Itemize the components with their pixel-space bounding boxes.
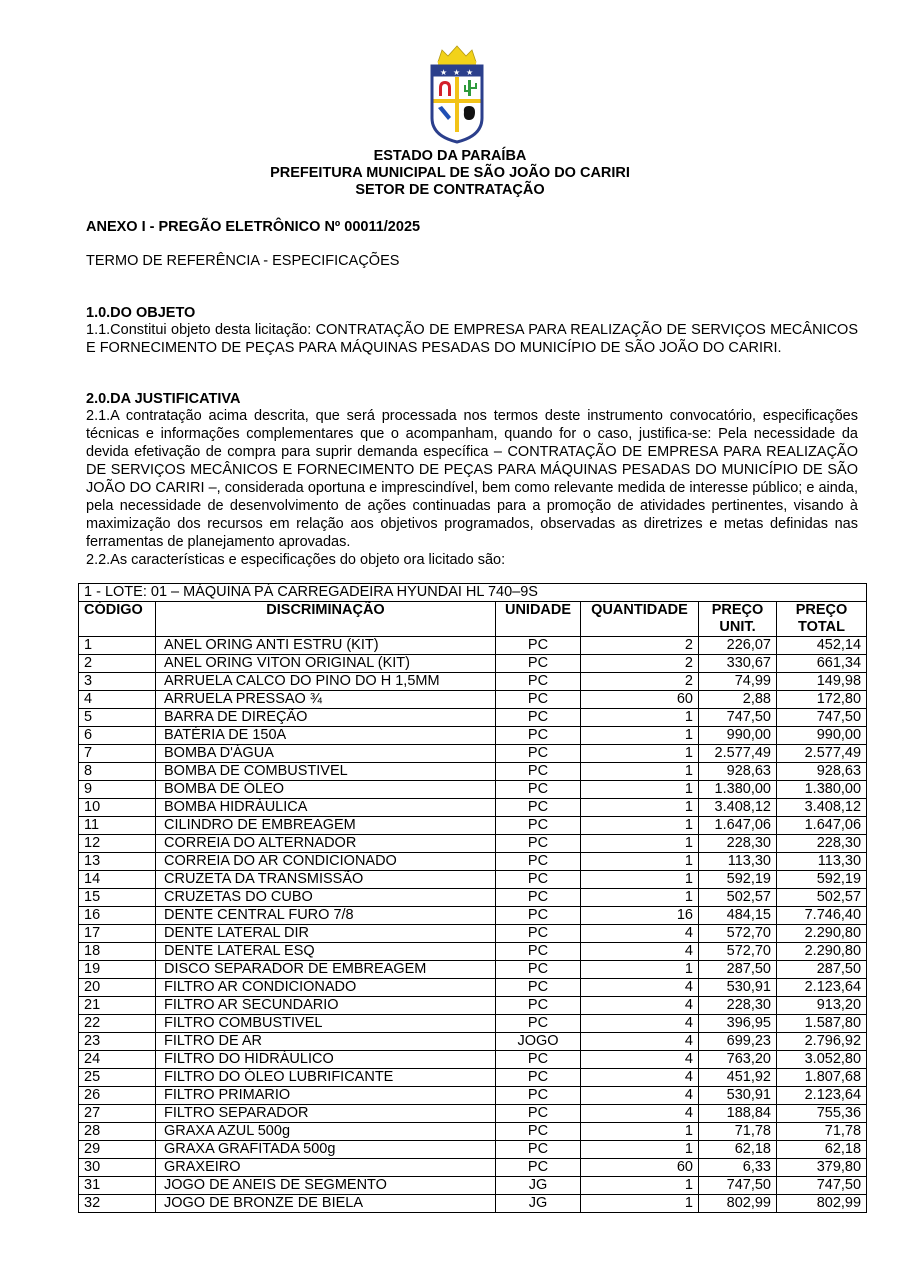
item-total-price: 2.577,49 xyxy=(777,745,867,763)
item-quantity: 2 xyxy=(581,673,699,691)
item-code: 26 xyxy=(79,1087,156,1105)
table-row xyxy=(79,979,867,997)
section-object-text: 1.1.Constitui objeto desta licitação: CONTRATAÇÃO DE EMPRESA PARA REALIZAÇÃO DE SERVIÇOS MECÂNICOS E FORNECIMENTO DE PEÇAS PARA MÁQUINAS PESADAS DO MUNICÍPIO DE SÃO JOÃO DO CARIRI. xyxy=(86,322,858,356)
item-unit-price: 3.408,12 xyxy=(699,799,777,817)
item-total-price: 7.746,40 xyxy=(777,907,867,925)
table-row xyxy=(79,1069,867,1087)
item-unit: PC xyxy=(496,1015,581,1033)
item-total-price: 747,50 xyxy=(777,1177,867,1195)
item-quantity: 4 xyxy=(581,1015,699,1033)
item-unit-price: 113,30 xyxy=(699,853,777,871)
justification-paragraph: 2.1.A contratação acima descrita, que será processada nos termos deste instrumento convocatório, especificações técnicas e informações complementares que o acompanham, quando for o caso, justifica-se: Pela necessidade da devida efetivação de compra para suprir demanda específica – CONTRATAÇÃO DE EMPRESA PARA REALIZAÇÃO DE SERVIÇOS MECÂNICOS E FORNECIMENTO DE PEÇAS PARA MÁQUINAS PESADAS DO MUNICÍPIO DE SÃO JOÃO DO CARIRI –, considerada oportuna e imprescindível, bem como relevante medida de interesse público; e ainda, pela necessidade de desenvolvimento de ações continuadas para a promoção de atividades pertinentes, visando à maximização dos recursos em relação aos objetivos programados, observadas as diretrizes e metas definidas nas ferramentas de planejamento aprovadas. xyxy=(86,408,858,550)
item-unit-price: 287,50 xyxy=(699,961,777,979)
item-quantity: 4 xyxy=(581,943,699,961)
item-total-price: 3.408,12 xyxy=(777,799,867,817)
item-unit: PC xyxy=(496,907,581,925)
item-quantity: 4 xyxy=(581,1105,699,1123)
item-description: FILTRO DO ÓLEO LUBRIFICANTE xyxy=(156,1069,496,1087)
item-description: BATÉRIA DE 150A xyxy=(156,727,496,745)
item-unit: PC xyxy=(496,709,581,727)
table-row xyxy=(79,1141,867,1159)
item-quantity: 1 xyxy=(581,817,699,835)
item-description: BOMBA D'ÁGUA xyxy=(156,745,496,763)
item-quantity: 60 xyxy=(581,691,699,709)
table-row xyxy=(79,1123,867,1141)
item-unit-price: 502,57 xyxy=(699,889,777,907)
item-total-price: 287,50 xyxy=(777,961,867,979)
item-unit: PC xyxy=(496,745,581,763)
item-unit: PC xyxy=(496,997,581,1015)
item-total-price: 1.587,80 xyxy=(777,1015,867,1033)
col-header-total-price xyxy=(777,602,867,637)
item-quantity: 1 xyxy=(581,853,699,871)
item-unit: PC xyxy=(496,655,581,673)
section-justification-text xyxy=(86,407,858,569)
unit-price-label-line1: PREÇO xyxy=(711,602,764,618)
item-description: CORREIA DO ALTERNADOR xyxy=(156,835,496,853)
item-code: 10 xyxy=(79,799,156,817)
table-row xyxy=(79,655,867,673)
table-row xyxy=(79,997,867,1015)
table-row xyxy=(79,1051,867,1069)
table-row xyxy=(79,1105,867,1123)
item-total-price: 228,30 xyxy=(777,835,867,853)
item-code: 11 xyxy=(79,817,156,835)
item-unit: PC xyxy=(496,1141,581,1159)
item-total-price: 452,14 xyxy=(777,637,867,655)
item-unit: PC xyxy=(496,799,581,817)
lot-title-row xyxy=(79,584,867,602)
item-description: FILTRO SEPARADOR xyxy=(156,1105,496,1123)
item-description: ARRUELA CALCO DO PINO DO H 1,5MM xyxy=(156,673,496,691)
annex-title: ANEXO I - PREGÃO ELETRÔNICO Nº 00011/2025 xyxy=(86,219,421,235)
item-unit: JG xyxy=(496,1177,581,1195)
item-unit: PC xyxy=(496,835,581,853)
item-total-price: 747,50 xyxy=(777,709,867,727)
header-city-hall: PREFEITURA MUNICIPAL DE SÃO JOÃO DO CARIRI xyxy=(270,165,630,181)
item-code: 8 xyxy=(79,763,156,781)
table-row xyxy=(79,1087,867,1105)
item-code: 5 xyxy=(79,709,156,727)
item-code: 14 xyxy=(79,871,156,889)
item-code: 24 xyxy=(79,1051,156,1069)
item-description: GRAXA GRAFITADA 500g xyxy=(156,1141,496,1159)
item-unit: PC xyxy=(496,673,581,691)
item-quantity: 1 xyxy=(581,871,699,889)
item-description: FILTRO COMBUSTIVEL xyxy=(156,1015,496,1033)
item-unit: PC xyxy=(496,1105,581,1123)
table-row xyxy=(79,961,867,979)
item-description: BOMBA HIDRÁULICA xyxy=(156,799,496,817)
section-object-heading: 1.0.DO OBJETO xyxy=(86,305,196,321)
item-description: FILTRO AR SECUNDARIO xyxy=(156,997,496,1015)
table-row xyxy=(79,781,867,799)
item-unit: PC xyxy=(496,727,581,745)
item-unit-price: 763,20 xyxy=(699,1051,777,1069)
section-justification-heading: 2.0.DA JUSTIFICATIVA xyxy=(86,391,241,407)
col-header-unit: UNIDADE xyxy=(496,602,581,637)
item-unit: JG xyxy=(496,1195,581,1213)
item-unit-price: 330,67 xyxy=(699,655,777,673)
item-unit: PC xyxy=(496,1159,581,1177)
item-unit-price: 484,15 xyxy=(699,907,777,925)
item-unit: PC xyxy=(496,943,581,961)
table-row xyxy=(79,727,867,745)
item-unit: PC xyxy=(496,853,581,871)
item-code: 21 xyxy=(79,997,156,1015)
item-unit: PC xyxy=(496,1069,581,1087)
item-description: ANEL ORING ANTI ESTRU (KIT) xyxy=(156,637,496,655)
item-total-price: 2.290,80 xyxy=(777,943,867,961)
item-total-price: 1.380,00 xyxy=(777,781,867,799)
item-quantity: 1 xyxy=(581,1123,699,1141)
table-row xyxy=(79,799,867,817)
table-row xyxy=(79,943,867,961)
item-quantity: 4 xyxy=(581,997,699,1015)
document-subtitle: TERMO DE REFERÊNCIA - ESPECIFICAÇÕES xyxy=(86,253,400,269)
item-code: 31 xyxy=(79,1177,156,1195)
item-unit-price: 228,30 xyxy=(699,997,777,1015)
item-code: 28 xyxy=(79,1123,156,1141)
item-quantity: 1 xyxy=(581,961,699,979)
item-description: CORREIA DO AR CONDICIONADO xyxy=(156,853,496,871)
item-total-price: 172,80 xyxy=(777,691,867,709)
item-description: FILTRO PRIMARIO xyxy=(156,1087,496,1105)
item-total-price: 2.123,64 xyxy=(777,1087,867,1105)
item-code: 27 xyxy=(79,1105,156,1123)
header-state: ESTADO DA PARAÍBA xyxy=(373,148,527,164)
item-unit: PC xyxy=(496,925,581,943)
item-code: 29 xyxy=(79,1141,156,1159)
item-quantity: 1 xyxy=(581,799,699,817)
item-unit-price: 188,84 xyxy=(699,1105,777,1123)
item-quantity: 60 xyxy=(581,1159,699,1177)
item-unit-price: 2.577,49 xyxy=(699,745,777,763)
item-code: 30 xyxy=(79,1159,156,1177)
item-unit: PC xyxy=(496,889,581,907)
item-unit-price: 572,70 xyxy=(699,925,777,943)
item-description: CILINDRO DE EMBREAGEM xyxy=(156,817,496,835)
item-quantity: 1 xyxy=(581,889,699,907)
item-description: CRUZETAS DO CUBO xyxy=(156,889,496,907)
item-unit-price: 530,91 xyxy=(699,979,777,997)
svg-text:★: ★ xyxy=(453,68,461,77)
item-description: BOMBA DE COMBUSTIVEL xyxy=(156,763,496,781)
item-code: 3 xyxy=(79,673,156,691)
item-unit-price: 990,00 xyxy=(699,727,777,745)
total-price-label-line2: TOTAL xyxy=(798,619,846,635)
item-total-price: 2.290,80 xyxy=(777,925,867,943)
item-code: 17 xyxy=(79,925,156,943)
table-row xyxy=(79,709,867,727)
item-unit-price: 451,92 xyxy=(699,1069,777,1087)
table-row xyxy=(79,637,867,655)
table-row xyxy=(79,1033,867,1051)
item-description: FILTRO DE AR xyxy=(156,1033,496,1051)
table-row xyxy=(79,835,867,853)
item-code: 6 xyxy=(79,727,156,745)
items-table-body xyxy=(79,637,867,1213)
item-unit: JOGO xyxy=(496,1033,581,1051)
item-quantity: 1 xyxy=(581,1195,699,1213)
item-quantity: 4 xyxy=(581,1051,699,1069)
item-unit-price: 928,63 xyxy=(699,763,777,781)
item-total-price: 2.796,92 xyxy=(777,1033,867,1051)
item-code: 23 xyxy=(79,1033,156,1051)
col-header-code: CÓDIGO xyxy=(79,602,156,637)
item-unit-price: 572,70 xyxy=(699,943,777,961)
item-quantity: 1 xyxy=(581,1141,699,1159)
item-description: DENTE LATERAL DIR xyxy=(156,925,496,943)
item-quantity: 4 xyxy=(581,1087,699,1105)
item-description: DISCO SEPARADOR DE EMBREAGEM xyxy=(156,961,496,979)
item-unit-price: 71,78 xyxy=(699,1123,777,1141)
items-table xyxy=(78,583,867,1213)
item-unit: PC xyxy=(496,979,581,997)
table-row xyxy=(79,1177,867,1195)
item-unit-price: 1.647,06 xyxy=(699,817,777,835)
item-description: ANEL ORING VITON ORIGINAL (KIT) xyxy=(156,655,496,673)
item-total-price: 1.807,68 xyxy=(777,1069,867,1087)
item-quantity: 2 xyxy=(581,655,699,673)
specifications-intro: 2.2.As características e especificações do objeto ora licitado são: xyxy=(86,552,506,568)
item-unit-price: 747,50 xyxy=(699,709,777,727)
item-unit: PC xyxy=(496,1123,581,1141)
item-code: 16 xyxy=(79,907,156,925)
item-quantity: 1 xyxy=(581,763,699,781)
item-unit-price: 530,91 xyxy=(699,1087,777,1105)
item-unit: PC xyxy=(496,637,581,655)
item-total-price: 3.052,80 xyxy=(777,1051,867,1069)
col-header-description: DISCRIMINAÇÃO xyxy=(156,602,496,637)
item-description: FILTRO DO HIDRÁULICO xyxy=(156,1051,496,1069)
item-code: 18 xyxy=(79,943,156,961)
item-description: FILTRO AR CONDICIONADO xyxy=(156,979,496,997)
item-description: BARRA DE DIREÇÃO xyxy=(156,709,496,727)
item-total-price: 62,18 xyxy=(777,1141,867,1159)
table-row xyxy=(79,745,867,763)
item-description: CRUZETA DA TRANSMISSÃO xyxy=(156,871,496,889)
item-total-price: 71,78 xyxy=(777,1123,867,1141)
item-unit: PC xyxy=(496,763,581,781)
lot-title: 1 - LOTE: 01 – MÁQUINA PÁ CARREGADEIRA HYUNDAI HL 740–9S xyxy=(79,584,867,602)
item-quantity: 1 xyxy=(581,727,699,745)
item-total-price: 802,99 xyxy=(777,1195,867,1213)
item-unit: PC xyxy=(496,1087,581,1105)
table-row xyxy=(79,763,867,781)
item-quantity: 1 xyxy=(581,781,699,799)
item-unit: PC xyxy=(496,691,581,709)
item-code: 15 xyxy=(79,889,156,907)
item-unit-price: 226,07 xyxy=(699,637,777,655)
item-quantity: 1 xyxy=(581,835,699,853)
item-quantity: 16 xyxy=(581,907,699,925)
item-code: 20 xyxy=(79,979,156,997)
item-unit-price: 747,50 xyxy=(699,1177,777,1195)
item-unit-price: 699,23 xyxy=(699,1033,777,1051)
table-row xyxy=(79,817,867,835)
item-description: JOGO DE ANEIS DE SEGMENTO xyxy=(156,1177,496,1195)
item-description: DENTE LATERAL ESQ xyxy=(156,943,496,961)
header-sector: SETOR DE CONTRATAÇÃO xyxy=(355,182,545,198)
item-total-price: 661,34 xyxy=(777,655,867,673)
item-unit: PC xyxy=(496,961,581,979)
table-row xyxy=(79,889,867,907)
item-quantity: 1 xyxy=(581,1177,699,1195)
item-total-price: 149,98 xyxy=(777,673,867,691)
item-unit-price: 396,95 xyxy=(699,1015,777,1033)
item-total-price: 113,30 xyxy=(777,853,867,871)
svg-text:★: ★ xyxy=(466,68,474,77)
item-unit: PC xyxy=(496,1051,581,1069)
table-row xyxy=(79,1195,867,1213)
table-row xyxy=(79,853,867,871)
item-description: GRAXA AZUL 500g xyxy=(156,1123,496,1141)
item-total-price: 913,20 xyxy=(777,997,867,1015)
table-row xyxy=(79,691,867,709)
item-unit-price: 2,88 xyxy=(699,691,777,709)
item-code: 7 xyxy=(79,745,156,763)
table-row xyxy=(79,673,867,691)
item-code: 9 xyxy=(79,781,156,799)
item-description: GRAXEIRO xyxy=(156,1159,496,1177)
table-header-row xyxy=(79,602,867,637)
item-unit: PC xyxy=(496,871,581,889)
table-row xyxy=(79,925,867,943)
col-header-unit-price xyxy=(699,602,777,637)
item-total-price: 928,63 xyxy=(777,763,867,781)
item-unit-price: 228,30 xyxy=(699,835,777,853)
item-code: 19 xyxy=(79,961,156,979)
total-price-label-line1: PREÇO xyxy=(795,602,848,618)
item-quantity: 1 xyxy=(581,745,699,763)
item-description: DENTE CENTRAL FURO 7/8 xyxy=(156,907,496,925)
item-quantity: 4 xyxy=(581,1069,699,1087)
item-quantity: 1 xyxy=(581,709,699,727)
item-unit-price: 1.380,00 xyxy=(699,781,777,799)
item-total-price: 379,80 xyxy=(777,1159,867,1177)
item-unit: PC xyxy=(496,781,581,799)
item-total-price: 502,57 xyxy=(777,889,867,907)
item-unit-price: 62,18 xyxy=(699,1141,777,1159)
item-total-price: 990,00 xyxy=(777,727,867,745)
item-code: 2 xyxy=(79,655,156,673)
item-quantity: 2 xyxy=(581,637,699,655)
item-code: 12 xyxy=(79,835,156,853)
col-header-quantity: QUANTIDADE xyxy=(581,602,699,637)
item-description: BOMBA DE ÓLEO xyxy=(156,781,496,799)
item-unit-price: 592,19 xyxy=(699,871,777,889)
item-description: JOGO DE BRONZE DE BIELA xyxy=(156,1195,496,1213)
item-code: 13 xyxy=(79,853,156,871)
item-total-price: 2.123,64 xyxy=(777,979,867,997)
item-code: 4 xyxy=(79,691,156,709)
table-row xyxy=(79,1015,867,1033)
item-description: ARRUELA PRESSAO ¾ xyxy=(156,691,496,709)
table-row xyxy=(79,871,867,889)
svg-text:★: ★ xyxy=(440,68,448,77)
item-unit-price: 802,99 xyxy=(699,1195,777,1213)
item-quantity: 4 xyxy=(581,1033,699,1051)
table-row xyxy=(79,907,867,925)
item-quantity: 4 xyxy=(581,925,699,943)
item-code: 1 xyxy=(79,637,156,655)
item-unit: PC xyxy=(496,817,581,835)
item-total-price: 1.647,06 xyxy=(777,817,867,835)
item-unit-price: 6,33 xyxy=(699,1159,777,1177)
item-code: 22 xyxy=(79,1015,156,1033)
table-row xyxy=(79,1159,867,1177)
item-total-price: 592,19 xyxy=(777,871,867,889)
item-code: 32 xyxy=(79,1195,156,1213)
item-code: 25 xyxy=(79,1069,156,1087)
item-total-price: 755,36 xyxy=(777,1105,867,1123)
municipal-coat-of-arms-icon xyxy=(428,44,486,144)
item-quantity: 4 xyxy=(581,979,699,997)
item-unit-price: 74,99 xyxy=(699,673,777,691)
unit-price-label-line2: UNIT. xyxy=(719,619,756,635)
